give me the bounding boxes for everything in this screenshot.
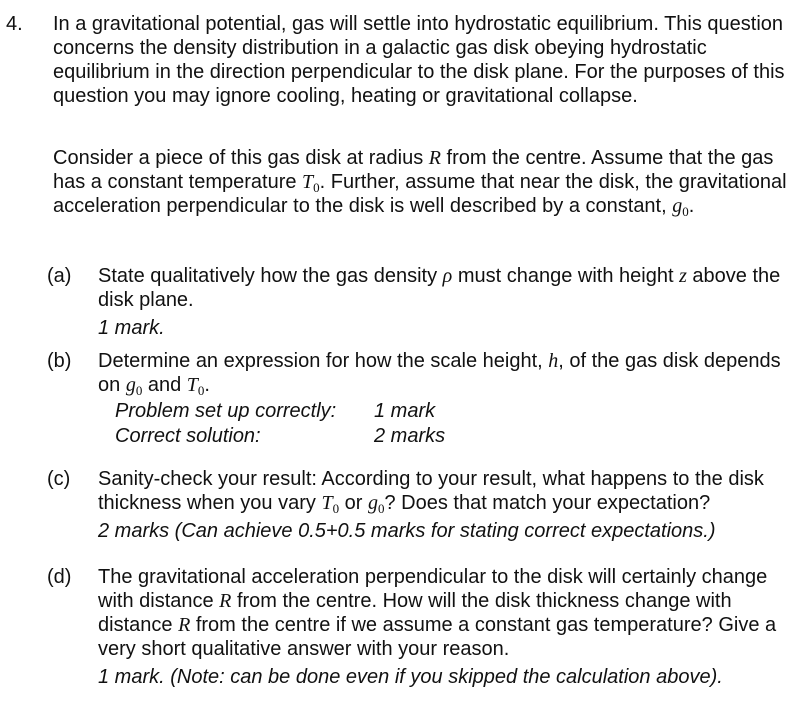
math-z: z [679, 265, 687, 287]
rubric-marks: 1 mark [374, 400, 436, 422]
math-g0: g [672, 195, 683, 217]
part-d-question: The gravitational acceleration perpendicular to the disk will certainly change with distance R from the centre. How will the disk thickness change with distance R from the centre if we assume a constant gas temperature? Give a very short qualitative answer with your reason. [98, 566, 777, 660]
part-c-label: (c) [47, 468, 71, 490]
part-a-question: State qualitatively how the gas density ρ must change with height z above the disk plane. [98, 265, 781, 311]
math-T0: T [186, 374, 198, 396]
rubric-marks: 2 marks [374, 425, 446, 447]
question-number: 4. [6, 13, 23, 35]
part-c-question: Sanity-check your result: According to your result, what happens to the disk thickness when you vary $T_0$ or $g_0$? Does that match your expectation? [98, 468, 764, 516]
part-c-marks: 2 marks (Can achieve 0.5+0.5 marks for stating correct expectations.) [98, 520, 716, 542]
rubric-criterion: Problem set up correctly: [115, 400, 337, 422]
math-rho: ρ [442, 265, 453, 287]
part-b-label: (b) [47, 350, 72, 372]
intro-paragraph-2: Consider a piece of this gas disk at radius R from the centre. Assume that the gas has a constant temperature $T_0$. Further, assume that near the disk, the gravitational acceleration perpendicular to the disk is well described by a constant, $g_0$. [53, 147, 787, 219]
math-R: R [428, 147, 441, 169]
part-a-marks: 1 mark. [98, 317, 165, 339]
rubric-criterion: Correct solution: [115, 425, 261, 447]
math-g0: g [125, 374, 136, 396]
math-T0: T [302, 171, 314, 193]
part-d-marks: 1 mark. (Note: can be done even if you skipped the calculation above). [98, 666, 723, 688]
math-g0: g [367, 492, 378, 514]
math-T0: T [321, 492, 333, 514]
part-a-label: (a) [47, 265, 72, 287]
math-h: h [548, 350, 559, 372]
math-R: R [178, 614, 191, 636]
part-b-question: Determine an expression for how the scale height, h, of the gas disk depends on $g_0$ and $T_0$. [98, 350, 781, 398]
part-d-label: (d) [47, 566, 72, 588]
math-R: R [219, 590, 232, 612]
intro-paragraph-1: In a gravitational potential, gas will settle into hydrostatic equilibrium. This question concerns the density distribution in a galactic gas disk obeying hydrostatic equilibrium in the direction perpendicular to the disk plane. For the purposes of this question you may ignore cooling, heating or gravitational collapse. [53, 13, 785, 107]
